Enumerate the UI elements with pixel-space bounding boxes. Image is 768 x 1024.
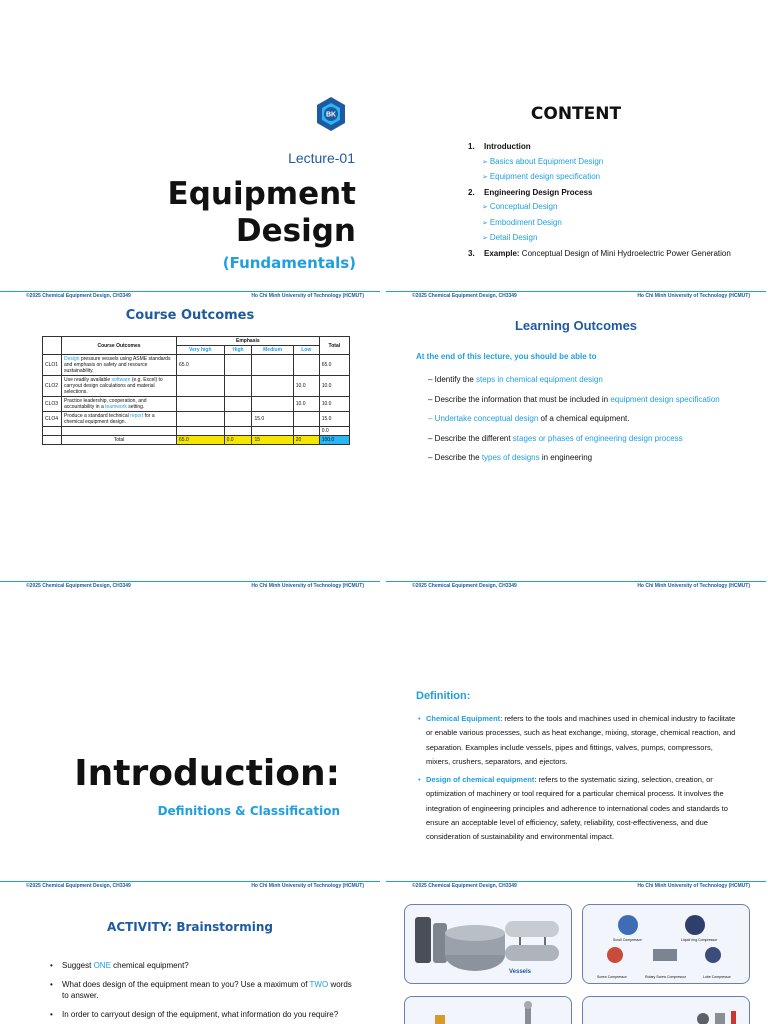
bullet-icon: • xyxy=(418,714,421,723)
toc-item-1: 1. Introduction xyxy=(468,142,531,151)
table-row: CLO1 Design pressure vessels using ASME standards and emphasis on safety and resource sustainability. 65.0 65.0 xyxy=(43,355,350,376)
valves-image-icon xyxy=(405,997,571,1024)
list-item: – Undertake conceptual design of a chemical equipment. xyxy=(428,409,758,429)
definition-item: • Design of chemical equipment: refers to the systematic sizing, selection, creation, or optimization of machinery or tool required for a particular chemical process. It involves the integration of engineering principles and adherence to international codes and standards to ensure an acceptable level of efficiency, safety, reliability, cost-effectiveness, and due consideration of sustainability and environmental impact. xyxy=(418,775,728,842)
slide-title-text xyxy=(168,176,356,250)
introduction-heading: Introduction: xyxy=(74,753,340,794)
slide-course-outcomes xyxy=(0,290,380,590)
compressors-image-icon xyxy=(583,905,749,983)
course-outcomes-table xyxy=(42,336,350,445)
col-header-level: Very high xyxy=(177,346,225,355)
list-item: – Identify the steps in chemical equipment design xyxy=(428,370,758,390)
vessels-image-panel xyxy=(404,904,572,984)
compressor-label: Screw Compressor xyxy=(597,975,627,979)
definition-item: • Chemical Equipment: refers to the tools and machines used in chemical industry to facilitate or enable various processes, such as heat exchange, mixing, storage, chemical reaction, and separation. Examples include vessels, pipes and fittings, valves, pumps, compressors, mixers, crushers, separators, and ejectors. xyxy=(418,714,736,766)
fittings-image-icon xyxy=(583,997,749,1024)
learning-outcomes-intro: At the end of this lecture, you should be able to xyxy=(416,352,597,361)
toc-list xyxy=(468,140,731,261)
title-line-1: Equipment xyxy=(167,176,356,212)
compressor-label: Scroll Compressor xyxy=(613,938,642,942)
slide-footer: ©2025 Chemical Equipment Design, CH3349 Ho Chi Minh University of Technology (HCMUT) xyxy=(386,581,766,590)
slide-content xyxy=(386,0,766,300)
footer-right: Ho Chi Minh University of Technology (HCMUT) xyxy=(251,293,364,299)
slide-activity xyxy=(0,890,380,1024)
slide-footer: ©2025 Chemical Equipment Design, CH3349 Ho Chi Minh University of Technology (HCMUT) xyxy=(386,881,766,890)
list-item: – Describe the different stages or phases of engineering design process xyxy=(428,429,758,449)
table-total-row: Total 65.0 0.0 15 20 100.0 xyxy=(43,436,350,445)
col-header-emphasis: Emphasis xyxy=(177,337,320,346)
vessels-image-icon xyxy=(405,905,571,983)
compressor-label: Liquid ring Compressor xyxy=(681,938,718,942)
fittings-image-panel xyxy=(582,996,750,1024)
learning-outcomes-list xyxy=(428,370,758,468)
list-item: • Suggest ONE chemical equipment? xyxy=(50,960,360,971)
col-header-level: Low xyxy=(293,346,319,355)
toc-sub-item: ➢ Detail Design xyxy=(468,231,731,247)
table-row: CLO3 Practice leadership, cooperation, and accountability in a teamwork setting. 10.0 10.0 xyxy=(43,397,350,412)
table-row: CLO2 Use readily available software (e.g. Excel) to carryout design calculations and material selections. 10.0 10.0 xyxy=(43,376,350,397)
learning-outcomes-heading: Learning Outcomes xyxy=(514,318,638,333)
title-line-2: Design xyxy=(235,213,356,249)
toc-sub-item: ➢ Embodiment Design xyxy=(468,216,731,232)
compressor-label: Lobe Compressor xyxy=(703,975,731,979)
col-header-outcomes: Course Outcomes xyxy=(62,337,177,355)
activity-heading: ACTIVITY: Brainstorming xyxy=(107,920,273,934)
toc-sub-item: ➢ Basics about Equipment Design xyxy=(468,155,731,171)
course-outcomes-heading: Course Outcomes xyxy=(125,308,255,323)
slide-title xyxy=(0,0,380,300)
compressors-image-panel xyxy=(582,904,750,984)
lecture-number: Lecture-01 xyxy=(288,150,355,166)
content-heading: CONTENT xyxy=(530,104,622,124)
slide-definition xyxy=(386,590,766,890)
slide-introduction xyxy=(0,590,380,890)
toc-sub-item: ➢ Conceptual Design xyxy=(468,200,731,216)
col-header-level: Medium xyxy=(252,346,293,355)
table-row: CLO4 Produce a standard technical report for a chemical equipment design. 15.0 15.0 xyxy=(43,412,350,427)
toc-item-2: 2. Engineering Design Process xyxy=(468,187,593,197)
compressor-label: Rotary Screw Compressor xyxy=(645,975,687,979)
slide-footer: ©2025 Chemical Equipment Design, CH3349 Ho Chi Minh University of Technology (HCMUT) xyxy=(0,581,380,590)
footer-left: ©2025 Chemical Equipment Design, CH3349 xyxy=(26,293,131,299)
vessels-label: Vessels xyxy=(509,969,532,975)
activity-list xyxy=(50,960,360,1024)
table-row: 0.0 xyxy=(43,427,350,436)
introduction-subheading: Definitions & Classification xyxy=(157,804,340,818)
col-header-level: High xyxy=(224,346,252,355)
toc-item-3: 3. Example: Conceptual Design of Mini Hydroelectric Power Generation xyxy=(468,248,731,258)
slide-equipment-images xyxy=(386,890,766,1024)
bk-logo-icon xyxy=(314,96,348,134)
slide-footer: ©2025 Chemical Equipment Design, CH3349 Ho Chi Minh University of Technology (HCMUT) xyxy=(0,881,380,890)
list-item: • In order to carryout design of the equipment, what information do you require? xyxy=(50,1009,360,1020)
definition-heading: Definition: xyxy=(416,690,471,702)
slide-learning-outcomes xyxy=(386,290,766,590)
subtitle: (Fundamentals) xyxy=(222,254,356,272)
bullet-icon: • xyxy=(418,775,421,784)
toc-sub-item: ➢ Equipment design specification xyxy=(468,170,731,186)
list-item: • What does design of the equipment mean to you? Use a maximum of TWO words to answer. xyxy=(50,979,360,1001)
slide-footer: ©2025 Chemical Equipment Design, CH3349 Ho Chi Minh University of Technology (HCMUT) xyxy=(386,291,766,300)
col-header-total: Total xyxy=(319,337,349,355)
valves-image-panel xyxy=(404,996,572,1024)
logo-text: BK xyxy=(325,111,337,119)
list-item: – Describe the information that must be included in equipment design specification xyxy=(428,390,758,410)
list-item: – Describe the types of designs in engineering xyxy=(428,448,758,468)
